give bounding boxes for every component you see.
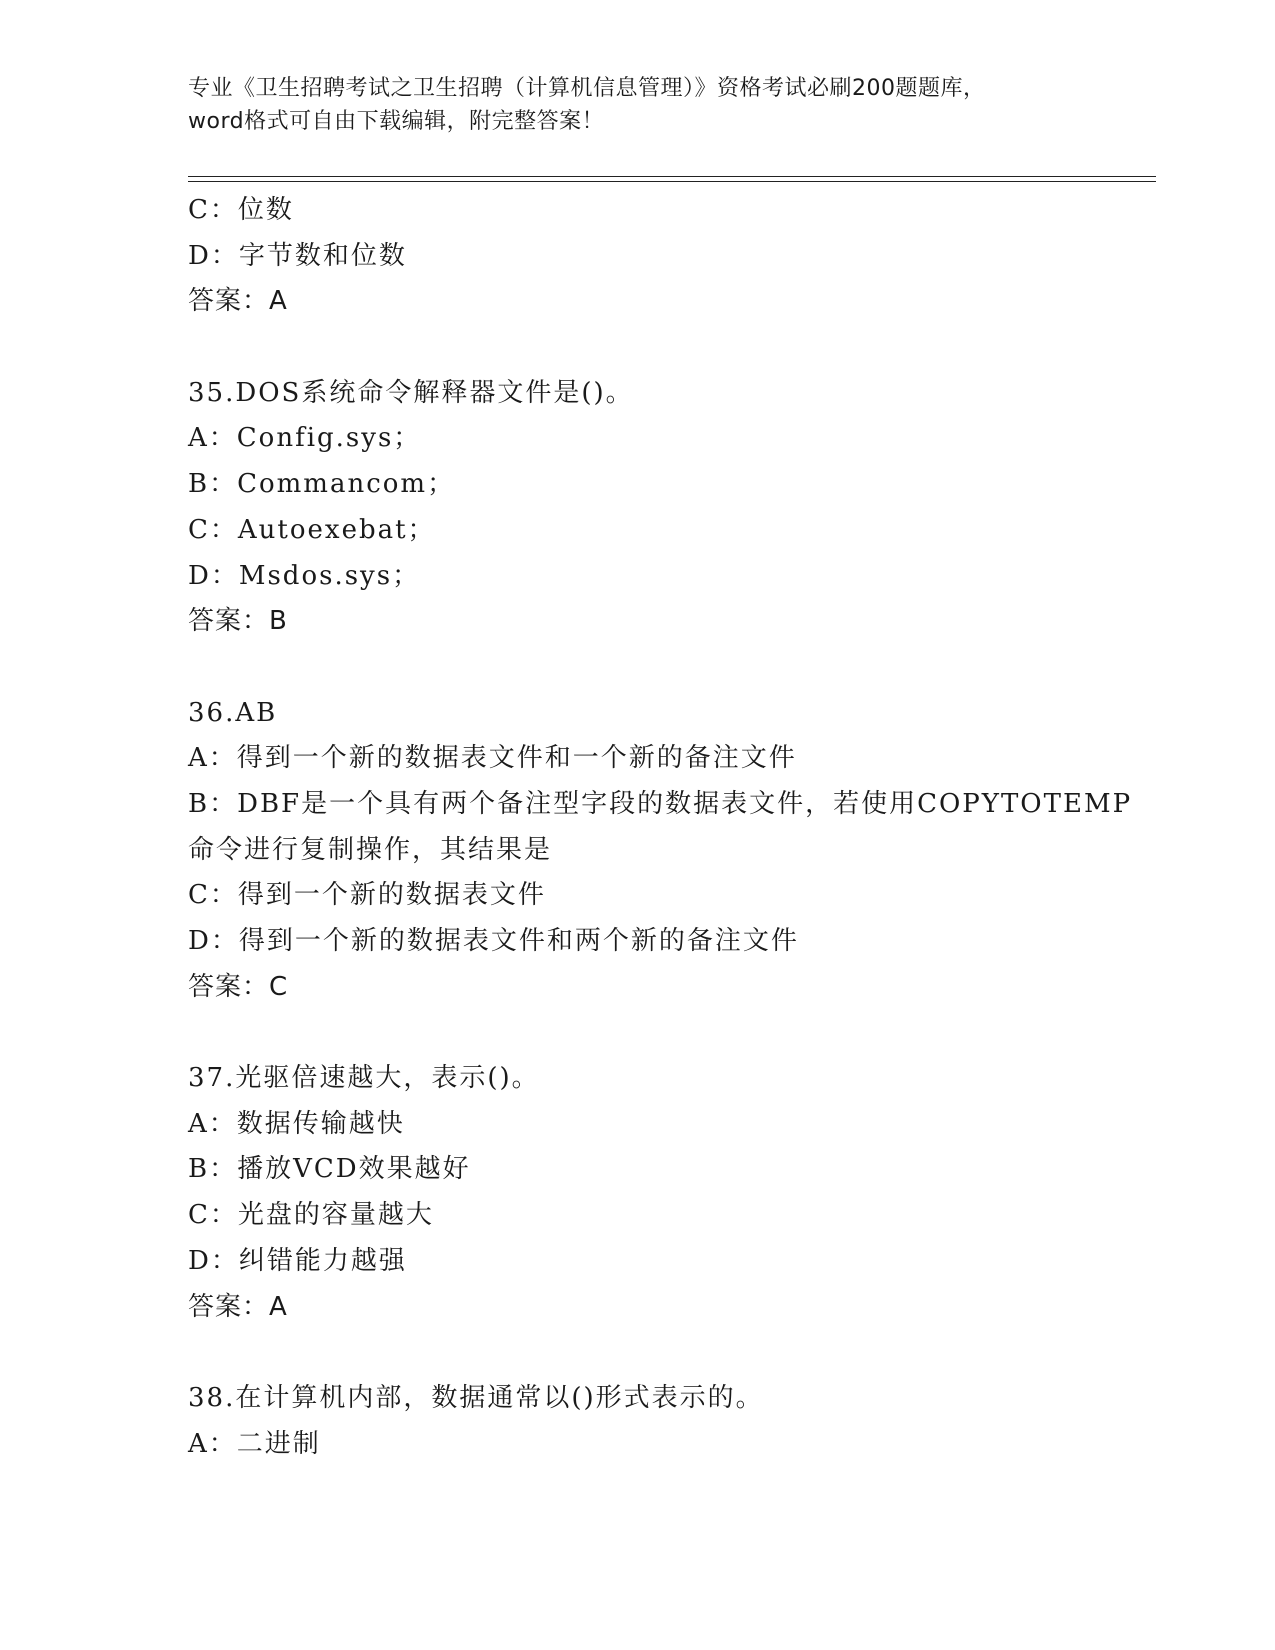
option-b: B：播放VCD效果越好	[188, 1154, 471, 1185]
option-d: D：Msdos.sys；	[188, 560, 421, 591]
option-c: C：光盘的容量越大	[188, 1200, 434, 1231]
spacer	[188, 1330, 1148, 1376]
option-a: A：二进制	[188, 1428, 321, 1459]
answer-line: 答案：A	[188, 286, 288, 317]
answer-line: 答案：C	[188, 971, 289, 1002]
option-a: A：Config.sys；	[188, 423, 422, 454]
option-a: A：数据传输越快	[188, 1108, 405, 1139]
header-rule-top	[188, 176, 1156, 177]
spacer	[188, 1010, 1148, 1056]
option-b: B：DBF是一个具有两个备注型字段的数据表文件，若使用COPYTOTEMP	[188, 788, 1133, 819]
option-c: C：位数	[188, 195, 294, 225]
header-line-1: 专业《卫生招聘考试之卫生招聘（计算机信息管理）》资格考试必刷200题题库，	[188, 76, 986, 101]
option-d: D：纠错能力越强	[188, 1245, 407, 1276]
answer-line: 答案：A	[188, 1291, 288, 1322]
spacer	[188, 325, 1148, 371]
question-stem-38: 38.在计算机内部，数据通常以()形式表示的。	[188, 1382, 764, 1413]
option-c: C：得到一个新的数据表文件	[188, 880, 546, 911]
answer-line: 答案：B	[188, 606, 288, 637]
option-d: D：得到一个新的数据表文件和两个新的备注文件	[188, 926, 799, 956]
header-line-2: word格式可自由下载编辑，附完整答案！	[188, 109, 605, 134]
question-stem-35: 35.DOS系统命令解释器文件是()。	[188, 377, 634, 408]
header-rule-bottom	[188, 181, 1156, 182]
option-b: B：Commancom；	[188, 469, 456, 500]
option-b-continued: 命令进行复制操作，其结果是	[188, 834, 553, 865]
option-a: A：得到一个新的数据表文件和一个新的备注文件	[188, 743, 797, 774]
spacer	[188, 645, 1148, 691]
option-c: C：Autoexebat；	[188, 514, 436, 545]
question-list	[188, 188, 1148, 1467]
document-header	[188, 72, 1088, 138]
option-d: D：字节数和位数	[188, 240, 407, 271]
question-stem-36: 36.AB	[188, 697, 278, 728]
question-stem-37: 37.光驱倍速越大，表示()。	[188, 1063, 540, 1094]
